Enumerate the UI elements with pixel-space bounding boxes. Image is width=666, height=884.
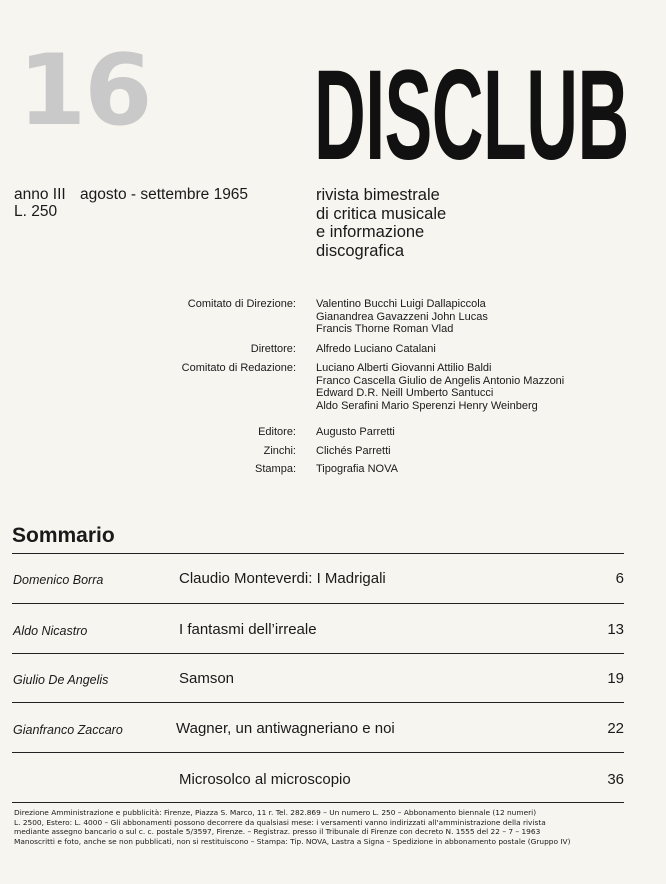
toc-page-number: 19 bbox=[607, 670, 624, 687]
credit-value: Franco Cascella Giulio de Angelis Antonio Mazzoni bbox=[316, 374, 565, 387]
credit-value: Clichés Parretti bbox=[316, 445, 391, 457]
toc-title: Wagner, un antiwagneriano e noi bbox=[176, 720, 395, 737]
tagline-line: e informazione bbox=[316, 223, 425, 241]
publication-footer bbox=[14, 808, 626, 846]
credit-values bbox=[316, 445, 391, 458]
credit-label: Stampa: bbox=[255, 463, 296, 475]
credit-values bbox=[316, 426, 395, 439]
toc-page-number: 22 bbox=[607, 720, 624, 737]
credit-value: Luciano Alberti Giovanni Attilio Baldi bbox=[316, 362, 492, 374]
credit-label: Zinchi: bbox=[263, 445, 296, 457]
tagline-line: rivista bimestrale bbox=[316, 186, 440, 204]
issue-price: L. 250 bbox=[14, 203, 58, 220]
divider bbox=[12, 802, 624, 803]
credit-value: Aldo Serafini Mario Sperenzi Henry Weinberg bbox=[316, 399, 538, 412]
toc-author: Gianfranco Zaccaro bbox=[13, 723, 123, 737]
toc-title: I fantasmi dell’irreale bbox=[179, 621, 317, 638]
toc-entry bbox=[0, 669, 666, 697]
divider bbox=[12, 553, 624, 554]
toc-author: Giulio De Angelis bbox=[13, 673, 109, 687]
credit-value: Francis Thorne Roman Vlad bbox=[316, 323, 454, 336]
divider bbox=[12, 752, 624, 753]
footer-line: Direzione Amministrazione e pubblicità: Firenze, Piazza S. Marco, 11 r. Tel. 282.869 – Un numero L. 250 – Abbonamento biennale (12 numeri) bbox=[14, 808, 537, 817]
toc-entry bbox=[0, 770, 666, 798]
credit-value: Edward D.R. Neill Umberto Santucci bbox=[316, 387, 494, 400]
credit-value: Tipografia NOVA bbox=[316, 463, 398, 475]
credit-values bbox=[316, 463, 398, 476]
sommario-heading: Sommario bbox=[12, 524, 115, 547]
footer-line: mediante assegno bancario o sul c. c. postale 5/3597, Firenze. – Registraz. presso il Tribunale di Firenze con decreto N. 1555 del 22 – 7 – 1963 bbox=[14, 827, 541, 837]
toc-title: Claudio Monteverdi: I Madrigali bbox=[179, 570, 386, 587]
toc-page-number: 36 bbox=[607, 771, 624, 788]
credit-value: Augusto Parretti bbox=[316, 426, 395, 438]
toc-entry bbox=[0, 620, 666, 648]
tagline-line: di critica musicale bbox=[316, 204, 447, 223]
toc-entry bbox=[0, 569, 666, 597]
issue-info bbox=[14, 186, 258, 204]
credit-value: Alfredo Luciano Catalani bbox=[316, 343, 436, 355]
divider bbox=[12, 603, 624, 604]
tagline bbox=[316, 186, 446, 260]
divider bbox=[12, 653, 624, 654]
issue-dates: agosto - settembre 1965 bbox=[80, 186, 249, 203]
toc-title: Microsolco al microscopio bbox=[179, 771, 351, 788]
toc-author: Domenico Borra bbox=[13, 573, 104, 587]
masthead-title: DISCLUB bbox=[314, 44, 629, 187]
issue-year: anno III bbox=[14, 186, 66, 203]
credit-values bbox=[316, 343, 436, 356]
credit-label: Comitato di Redazione: bbox=[181, 362, 296, 374]
footer-line: L. 2500, Estero: L. 4000 – Gli abbonamenti possono decorrere da qualsiasi mese: i versamenti vanno indirizzati all'amministrazione della rivista bbox=[14, 817, 546, 827]
toc-page-number: 6 bbox=[615, 570, 624, 587]
credit-label: Editore: bbox=[258, 426, 296, 438]
credit-label: Comitato di Direzione: bbox=[187, 298, 296, 310]
credit-value: Valentino Bucchi Luigi Dallapiccola bbox=[316, 298, 486, 310]
tagline-line: discografica bbox=[316, 241, 405, 260]
footer-line: Manoscritti e foto, anche se non pubblicati, non si restituiscono – Stampa: Tip. NOVA, Lastra a Signa – Spedizione in abbonamento postale (Gruppo IV) bbox=[14, 836, 571, 846]
credit-values bbox=[316, 298, 488, 336]
credit-label: Direttore: bbox=[250, 343, 296, 355]
divider bbox=[12, 702, 624, 703]
issue-number: 16 bbox=[18, 34, 151, 148]
toc-entry bbox=[0, 719, 666, 747]
toc-title: Samson bbox=[179, 670, 235, 687]
toc-page-number: 13 bbox=[607, 621, 624, 638]
credit-values bbox=[316, 362, 564, 412]
credit-value: Gianandrea Gavazzeni John Lucas bbox=[316, 310, 488, 323]
toc-author: Aldo Nicastro bbox=[13, 624, 88, 638]
